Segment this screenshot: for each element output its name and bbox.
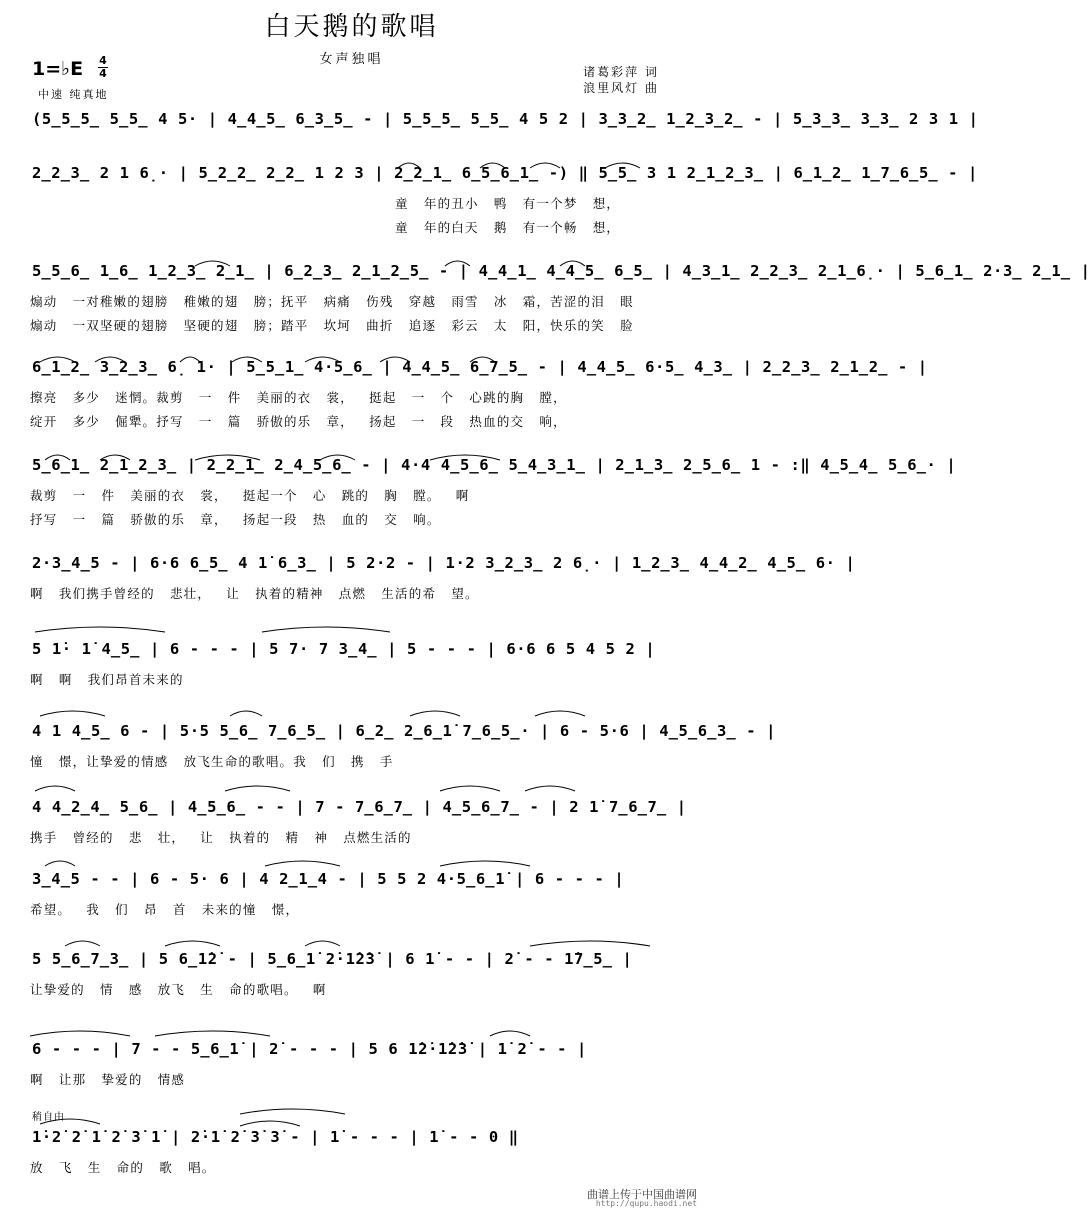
lyric-line: 携手 曾经的 悲 壮， 让 执着的 精 神 点燃生活的 (30, 830, 412, 845)
lyric-line: 童 年的丑小 鸭 有一个梦 想， (395, 196, 621, 211)
notation-line: 6̲1̲2̲ 3̲2̲3̲ 6̣ 1· | 5̲5̲1̲ 4·5̲6̲ | 4̲4̲5̲ 6̲7̲5̲ - | 4̲4̲5̲ 6·5̲ 4̲3̲ | 2̲2̲3̲ 2̲1̲2̲ - | (32, 358, 928, 376)
notation-line: 2·3̲4̲5 - | 6·6 6̲5̲ 4 1̇ 6̲3̲ | 5 2·2 - | 1·2 3̲2̲3̲ 2 6̣· | 1̲2̲3̲ 4̲4̲2̲ 4̲5̲ 6· | (32, 554, 856, 572)
slur-mark (45, 455, 70, 460)
lyricist: 诸葛彩萍 词 (583, 65, 659, 79)
slur-mark (240, 1109, 345, 1114)
lyric-line: 绽开 多少 倔犟。抒写 一 篇 骄傲的乐 章， 扬起 一 段 热血的交 响， (30, 414, 567, 429)
slur-mark (230, 711, 262, 716)
slur-mark (40, 711, 105, 716)
slur-mark (225, 786, 290, 791)
slur-mark (530, 941, 650, 946)
slur-mark (605, 163, 640, 168)
lyric-line: 啊 我们携手曾经的 悲壮， 让 执着的精神 点燃 生活的希 望。 (30, 586, 479, 601)
notation-line: 1̇·2̇ 2̇ 1̇ 2̇ 3̇ 1̇ | 2̇·1̇ 2̇ 3̇ 3̇ - | 1̇ - - - | 1̇ - - 0 ‖ (32, 1128, 519, 1146)
slur-mark (165, 941, 220, 946)
footer-text: 曲谱上传于中国曲谱网 (587, 1188, 697, 1201)
slur-mark (155, 1031, 270, 1036)
notation-line: 3̲4̲5 - - | 6 - 5· 6 | 4 2̲1̲4 - | 5 5 2 4·5̲6̲1̇ | 6 - - - | (32, 870, 625, 888)
slur-mark (430, 455, 500, 460)
slur-mark (305, 357, 340, 362)
lyric-line: 希望。 我 们 昂 首 未来的憧 憬， (30, 902, 300, 917)
time-signature-bottom: 4 (99, 67, 107, 80)
slur-mark (490, 1031, 530, 1036)
slur-mark (100, 455, 130, 460)
slur-mark (195, 261, 230, 266)
notation-line: 6 - - - | 7 - - 5̲6̲1̇ | 2̇ - - - | 5 6 1̇2̇·1̇2̇3̇ | 1̇ 2̇ - - | (32, 1040, 587, 1058)
slur-mark (440, 861, 530, 866)
freely-marking: 稍自由 (32, 1112, 65, 1123)
song-title: 白天鹅的歌唱 (264, 12, 439, 42)
lyric-line: 憧 憬，让挚爱的情感 放飞生命的歌唱。我 们 携 手 (30, 754, 394, 769)
notation-line: (5̲5̲5̲ 5̲5̲ 4 5· | 4̲4̲5̲ 6̲3̲5̲ - | 5̲5̲5̲ 5̲5̲ 4 5 2 | 3̲3̲2̲ 1̲2̲3̲2̲ - | 5̲3̲3̲ 3̲3̲ 2 3 1 | (32, 110, 979, 128)
lyric-line: 煽动 一双坚硬的翅膀 坚硬的翅 膀；踏平 坎坷 曲折 追逐 彩云 太 阳，快乐的笑 脸 (30, 318, 634, 333)
lyric-line: 煽动 一对稚嫩的翅膀 稚嫩的翅 膀；抚平 病痛 伤残 穿越 雨雪 冰 霜，苦涩的泪 眼 (30, 294, 634, 309)
song-subtitle: 女声独唱 (319, 52, 384, 67)
slur-mark (525, 786, 575, 791)
slur-mark (35, 786, 75, 791)
lyric-line: 放 飞 生 命的 歌 唱。 (30, 1160, 216, 1175)
notation-line: 5̲5̲6̲ 1̲6̲ 1̲2̲3̲ 2̲1̲ | 6̲2̲3̲ 2̲1̲2̲5̲ - | 4̲4̲1̲ 4̲4̲5̲ 6̲5̲ | 4̲3̲1̲ 2̲2̲3̲ 2̲1̲6̣· | 5̲6̲1̲ 2·3̲ 2̲1̲ | (32, 262, 1091, 280)
slur-mark (305, 941, 340, 946)
slur-mark (240, 1121, 300, 1126)
slur-mark (40, 357, 75, 362)
slur-mark (410, 711, 460, 716)
slur-mark (195, 455, 260, 460)
slur-mark (95, 357, 125, 362)
slur-mark (530, 163, 560, 168)
slur-mark (470, 357, 495, 362)
slur-mark (40, 1119, 100, 1124)
notation-line: 5 5̲6̲7̲3̲ | 5 6̲1̇2̇ - | 5̲6̲1̇ 2̇·1̇2̇3̇ | 6 1̇ - - | 2̇ - - 1̇7̲5̲ | (32, 950, 633, 968)
lyric-line: 童 年的白天 鹅 有一个畅 想， (395, 220, 621, 235)
slur-mark (262, 627, 390, 632)
lyric-line: 啊 让那 挚爱的 情感 (30, 1072, 186, 1087)
slur-mark (35, 627, 165, 632)
slur-mark (232, 357, 262, 362)
slur-mark (398, 163, 420, 168)
notation-line: 4 4̲2̲4̲ 5̲6̲ | 4̲5̲6̲ - - | 7 - 7̲6̲7̲ | 4̲5̲6̲7̲ - | 2 1̇ 7̲6̲7̲ | (32, 798, 687, 816)
slur-mark (445, 261, 470, 266)
time-signature-top: 4 (99, 54, 107, 67)
slur-mark (560, 261, 585, 266)
tempo-marking: 中速 纯真地 (38, 88, 109, 101)
lyric-line: 裁剪 一 件 美丽的衣 裳， 挺起一个 心 跳的 胸 膛。 啊 (30, 488, 470, 503)
slur-mark (380, 357, 410, 362)
notation-line: 4 1 4̲5̲ 6 - | 5·5 5̲6̲ 7̲6̲5̲ | 6̲2̲ 2̲6̲1̇ 7̲6̲5̲· | 6 - 5·6 | 4̲5̲6̲3̲ - | (32, 722, 777, 740)
slur-mark (440, 786, 500, 791)
composer: 浪里风灯 曲 (583, 81, 659, 95)
slur-mark (45, 861, 75, 866)
lyric-line: 抒写 一 篇 骄傲的乐 章， 扬起一段 热 血的 交 响。 (30, 512, 441, 527)
notation-line: 5 1̇· 1̇ 4̲5̲ | 6 - - - | 5 7· 7 3̲4̲ | 5 - - - | 6·6 6 5 4 5 2 | (32, 640, 656, 658)
lyric-line: 让挚爱的 情 感 放飞 生 命的歌唱。 啊 (30, 982, 327, 997)
slur-mark (320, 455, 355, 460)
slur-mark (65, 941, 100, 946)
notation-line: 5̲6̲1̲ 2̲1̲2̲3̲ | 2̲2̲1̲ 2̲4̲5̲6̲ - | 4·4 4̲5̲6̲ 5̲4̲3̲1̲ | 2̲1̲3̲ 2̲5̲6̲ 1 - :‖ 4̲5̲4̲ 5̲6̲· | (32, 456, 957, 474)
slur-mark (180, 357, 200, 362)
slur-mark (480, 163, 505, 168)
slur-mark (535, 711, 585, 716)
lyric-line: 啊 啊 我们昂首未来的 (30, 672, 184, 687)
key-signature: 1=♭E (32, 58, 84, 80)
watermark-url: http://qupu.haodi.net (595, 1199, 697, 1208)
lyric-line: 擦亮 多少 迷惘。裁剪 一 件 美丽的衣 裳， 挺起 一 个 心跳的胸 膛， (30, 390, 567, 405)
slur-mark (30, 1031, 130, 1036)
slur-mark (265, 861, 340, 866)
notation-line: 2̲2̲3̲ 2 1 6̣· | 5̲2̲2̲ 2̲2̲ 1 2 3 | 2̲2̲1̲ 6̲5̲6̲1̲ -) ‖ 5̲5̲ 3 1 2̲1̲2̲3̲ | 6̲1̲2̲ 1̲7̲6̲5̲ - | (32, 164, 978, 182)
